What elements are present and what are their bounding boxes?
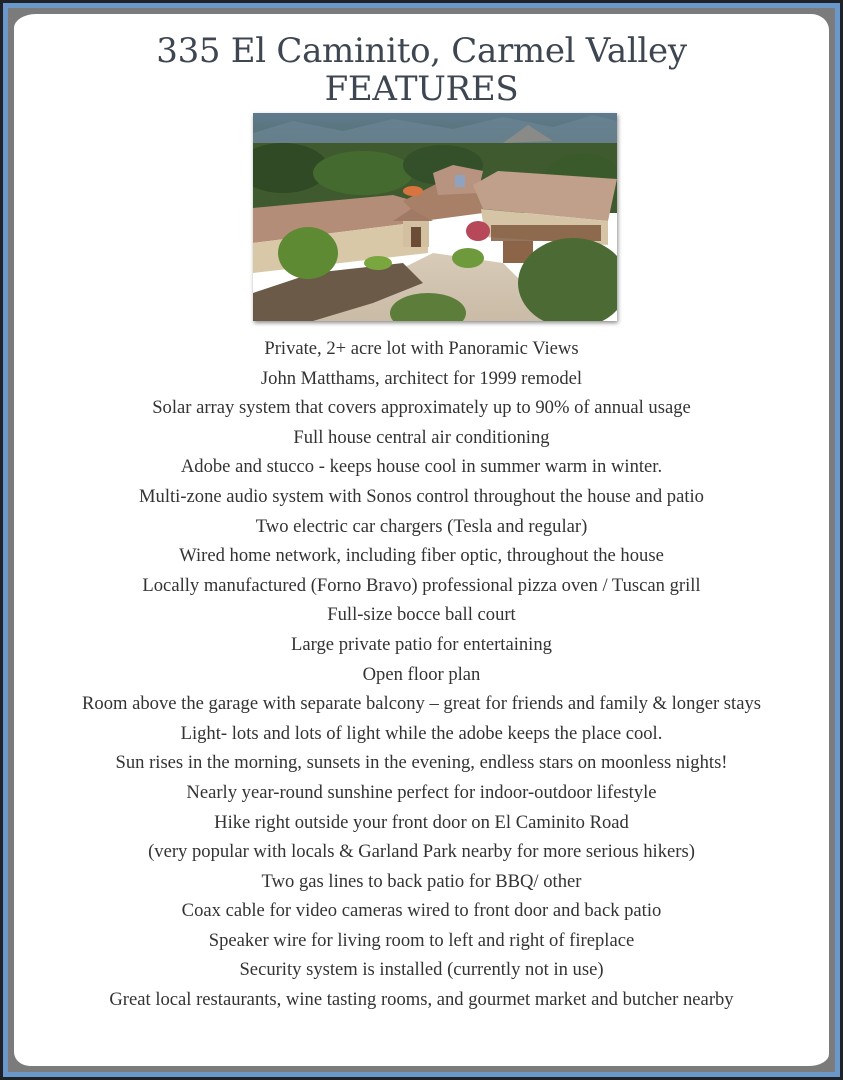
feature-item: Two gas lines to back patio for BBQ/ other — [261, 870, 582, 892]
title-features: FEATURES — [324, 69, 519, 109]
feature-item: Open floor plan — [362, 663, 481, 685]
title-address: 335 El Caminito, Carmel Valley — [156, 31, 687, 71]
feature-item: Two electric car chargers (Tesla and regular) — [255, 515, 588, 537]
feature-item: Locally manufactured (Forno Bravo) professional pizza oven / Tuscan grill — [142, 574, 701, 596]
feature-item: John Matthams, architect for 1999 remodel — [260, 367, 583, 389]
feature-item: Private, 2+ acre lot with Panoramic Views — [264, 338, 579, 359]
feature-item: Adobe and stucco - keeps house cool in summer warm in winter. — [180, 456, 663, 478]
feature-item: Light- lots and lots of light while the adobe keeps the place cool. — [180, 722, 663, 744]
feature-item: Full house central air conditioning — [293, 426, 550, 448]
feature-item: Room above the garage with separate balcony – great for friends and family & longer stays — [82, 693, 761, 715]
feature-item: Sun rises in the morning, sunsets in the evening, endless stars on moonless nights! — [115, 752, 728, 774]
feature-item: Nearly year-round sunshine perfect for indoor-outdoor lifestyle — [186, 781, 657, 803]
feature-item: Coax cable for video cameras wired to front door and back patio — [181, 900, 662, 922]
house-photo-illustration — [253, 113, 617, 321]
feature-item: Great local restaurants, wine tasting rooms, and gourmet market and butcher nearby — [109, 989, 734, 1011]
feature-item: Hike right outside your front door on El Caminito Road — [214, 811, 629, 833]
feature-item: Wired home network, including fiber optic, throughout the house — [179, 545, 664, 567]
feature-item: Security system is installed (currently not in use) — [239, 959, 604, 981]
feature-item: Large private patio for entertaining — [291, 633, 552, 655]
feature-item: (very popular with locals & Garland Park nearby for more serious hikers) — [148, 841, 695, 863]
feature-item: Solar array system that covers approximately up to 90% of annual usage — [152, 397, 691, 419]
feature-item: Full-size bocce ball court — [327, 604, 516, 626]
features-list — [0, 334, 843, 1015]
feature-item: Speaker wire for living room to left and right of fireplace — [208, 929, 635, 951]
page-title — [0, 32, 843, 108]
feature-item: Multi-zone audio system with Sonos control throughout the house and patio — [139, 485, 704, 507]
house-photo — [253, 113, 617, 321]
